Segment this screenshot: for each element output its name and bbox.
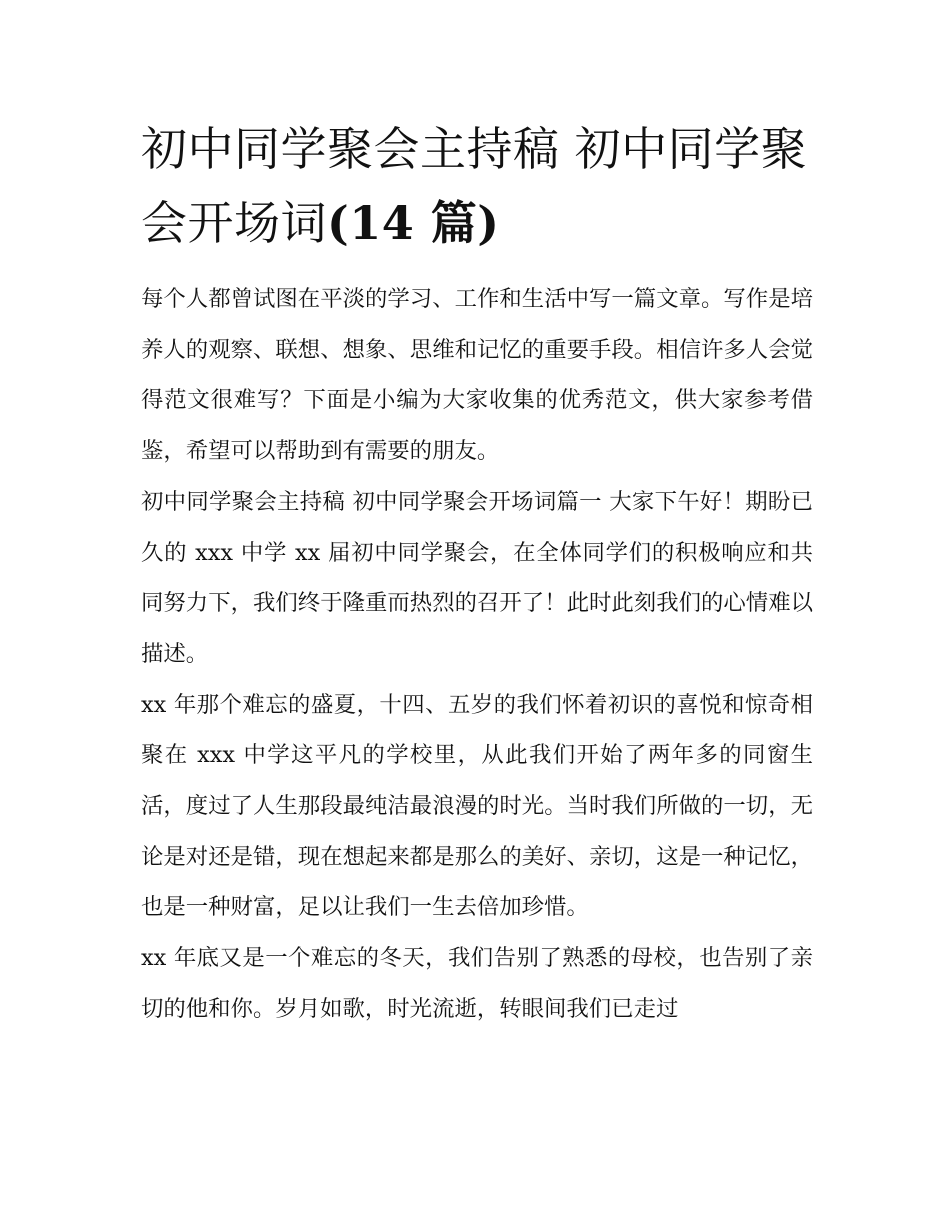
document-title-count: (14 篇)	[327, 196, 500, 250]
paragraph-winter-farewell: xx 年底又是一个难忘的冬天，我们告别了熟悉的母校，也告别了亲切的他和你。岁月如歌，时光流逝，转眼间我们已走过	[141, 945, 813, 1022]
paragraph-summer-memory: xx 年那个难忘的盛夏，十四、五岁的我们怀着初识的喜悦和惊奇相聚在 xxx 中学这平凡的学校里，从此我们开始了两年多的同窗生活，度过了人生那段最纯洁最浪漫的时光。当时我们所做的一切，无论是对还是错，现在想起来都是那么的美好、亲切，这是一种记忆，也是一种财富，足以让我们一生去倍加珍惜。	[141, 691, 813, 921]
document-page	[141, 112, 813, 1035]
paragraph-opening: 初中同学聚会主持稿 初中同学聚会开场词篇一 大家下午好！期盼已久的 xxx 中学 xx 届初中同学聚会，在全体同学们的积极响应和共同努力下，我们终于隆重而热烈的召开了！此时此刻我们的心情难以描述。	[141, 488, 813, 667]
document-title-text: 初中同学聚会主持稿 初中同学聚会开场词	[141, 122, 808, 250]
document-title	[141, 112, 813, 260]
paragraph-intro: 每个人都曾试图在平淡的学习、工作和生活中写一篇文章。写作是培养人的观察、联想、想象、思维和记忆的重要手段。相信许多人会觉得范文很难写？下面是小编为大家收集的优秀范文，供大家参考借鉴，希望可以帮助到有需要的朋友。	[141, 286, 813, 465]
document-body	[141, 274, 813, 1035]
